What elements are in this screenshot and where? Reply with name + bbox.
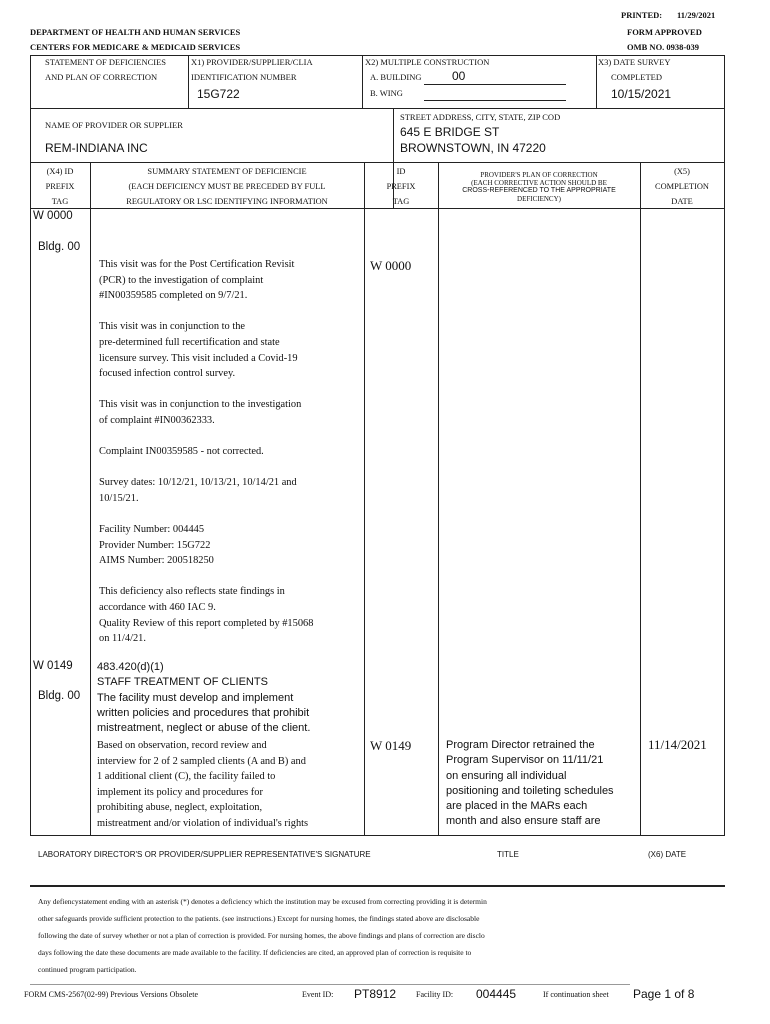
x1-label: X1) PROVIDER/SUPPLIER/CLIA	[191, 57, 313, 67]
summary-header-2: (EACH DEFICIENCY MUST BE PRECEDED BY FULL	[128, 182, 326, 191]
address-line-2: BROWNSTOWN, IN 47220	[400, 141, 546, 155]
w0000-paragraph: Complaint IN00359585 - not corrected.	[99, 446, 264, 458]
w0149-completion-date: 11/14/2021	[648, 737, 707, 752]
w0149-building: Bldg. 00	[38, 690, 81, 702]
w0000-tag: W 0000	[33, 210, 73, 222]
plan-header-4: DEFICIENCY)	[517, 195, 561, 203]
printed-label: PRINTED:	[621, 10, 663, 20]
w0149-id-prefix: W 0149	[370, 738, 412, 753]
x5-header-2: COMPLETION	[655, 182, 709, 191]
event-id-value: PT8912	[354, 987, 397, 1001]
w0000-paragraph: Survey dates: 10/12/21, 10/13/21, 10/14/21 and 10/15/21.	[99, 477, 297, 504]
signature-label: LABORATORY DIRECTOR'S OR PROVIDER/SUPPLIER REPRESENTATIVE'S SIGNATURE	[38, 850, 371, 859]
disclaimer-text: Any defiencystatement ending with an asterisk (*) denotes a deficiency which the institution may be excused from correcting providing it is determin other safeguards provide sufficient protection to the patients. (see instructions.) Except for nursing homes, the findings stated above are disclosable following the date of survey whether or not a plan of correction is provided. For nursing homes, the above findings and plans of correction are disclo days following the date these documents are made available to the facility. If deficiencies are cited, an approved plan of correction is requisite to continued program participation.	[38, 897, 487, 974]
address-label: STREET ADDRESS, CITY, STATE, ZIP COD	[400, 112, 561, 122]
summary-header-3: REGULATORY OR LSC IDENTIFYING INFORMATION	[126, 197, 328, 206]
x2-label: X2) MULTIPLE CONSTRUCTION	[365, 57, 490, 67]
department-title: DEPARTMENT OF HEALTH AND HUMAN SERVICES	[30, 27, 241, 37]
w0000-paragraph: This visit was in conjunction to the pre-determined full recertification and state licensure survey. This visit included a Covid-19 focused infection control survey.	[99, 321, 298, 380]
continuation-label: If continuation sheet	[543, 990, 609, 999]
wing-label: B. WING	[370, 88, 403, 98]
survey-date-value: 10/15/2021	[611, 87, 672, 101]
building-value: 00	[452, 69, 466, 83]
title-label: TITLE	[497, 850, 519, 859]
plan-header-3: CROSS-REFERENCED TO THE APPROPRIATE	[462, 187, 616, 194]
plan-header-1: PROVIDER'S PLAN OF CORRECTION	[480, 171, 598, 179]
w0000-building: Bldg. 00	[38, 241, 81, 253]
event-id-label: Event ID:	[302, 990, 334, 999]
plan-header-2: (EACH CORRECTIVE ACTION SHOULD BE	[471, 179, 607, 187]
centers-title: CENTERS FOR MEDICARE & MEDICAID SERVICES	[30, 42, 241, 52]
x4-header-1: (X4) ID	[46, 167, 74, 176]
statement-label-1: STATEMENT OF DEFICIENCIES	[45, 57, 167, 67]
provider-label: NAME OF PROVIDER OR SUPPLIER	[45, 120, 183, 130]
w0000-paragraph: Facility Number: 004445 Provider Number: 15G722 AIMS Number: 200518250	[99, 524, 214, 567]
id-header-1: ID	[396, 167, 406, 176]
w0149-heading: 483.420(d)(1) STAFF TREATMENT OF CLIENTS The facility must develop and implement written policies and procedures that prohibit mistreatment, neglect or abuse of the client.	[97, 661, 311, 735]
w0149-tag: W 0149	[33, 660, 73, 672]
building-label: A. BUILDING	[370, 72, 422, 82]
x4-header-3: TAG	[51, 197, 69, 206]
facility-id-label: Facility ID:	[416, 990, 454, 999]
facility-id-value: 004445	[476, 987, 517, 1001]
x3-label: X3) DATE SURVEY	[598, 57, 671, 67]
x3-label-2: COMPLETED	[611, 72, 662, 82]
x4-header-2: PREFIX	[45, 182, 75, 191]
w0000-summary	[99, 257, 361, 662]
printed-date: 11/29/2021	[677, 10, 716, 20]
x5-header-3: DATE	[671, 197, 693, 206]
id-header-2: PREFIX	[386, 182, 416, 191]
address-line-1: 645 E BRIDGE ST	[400, 125, 500, 139]
x1-label-2: IDENTIFICATION NUMBER	[191, 72, 297, 82]
w0149-summary: Based on observation, record review and interview for 2 of 2 sampled clients (A and B) and 1 additional client (C), the facility failed to implement its policy and procedures for prohibiting abuse, neglect, exploitation, mistreatment and/or violation of individual's rights	[97, 740, 309, 829]
statement-label-2: AND PLAN OF CORRECTION	[45, 72, 158, 82]
form-approved: FORM APPROVED	[627, 27, 702, 37]
x1-value: 15G722	[197, 87, 240, 101]
w0000-paragraph: This visit was for the Post Certification Revisit (PCR) to the investigation of complaint #IN00359585 completed on 9/7/21.	[99, 259, 295, 302]
id-header-3: TAG	[392, 197, 410, 206]
x5-header-1: (X5)	[674, 167, 690, 176]
w0000-paragraph: This deficiency also reflects state findings in accordance with 460 IAC 9. Quality Review of this report completed by #15068 on 11/4/21.	[99, 586, 314, 645]
x6-date-label: (X6) DATE	[648, 850, 687, 859]
page-number: Page 1 of 8	[633, 987, 695, 1001]
summary-header-1: SUMMARY STATEMENT OF DEFICIENCIE	[147, 167, 307, 176]
form-number: FORM CMS-2567(02-99) Previous Versions Obsolete	[24, 990, 199, 999]
w0000-paragraph: This visit was in conjunction to the investigation of complaint #IN00362333.	[99, 399, 302, 426]
w0149-plan-of-correction: Program Director retrained the Program Supervisor on 11/11/21 on ensuring all individual positioning and toileting schedules are placed in the MARs each month and also ensure staff are	[446, 739, 614, 828]
omb-number: OMB NO. 0938-039	[627, 42, 700, 52]
provider-value: REM-INDIANA INC	[45, 141, 148, 155]
w0000-id-prefix: W 0000	[370, 258, 412, 273]
